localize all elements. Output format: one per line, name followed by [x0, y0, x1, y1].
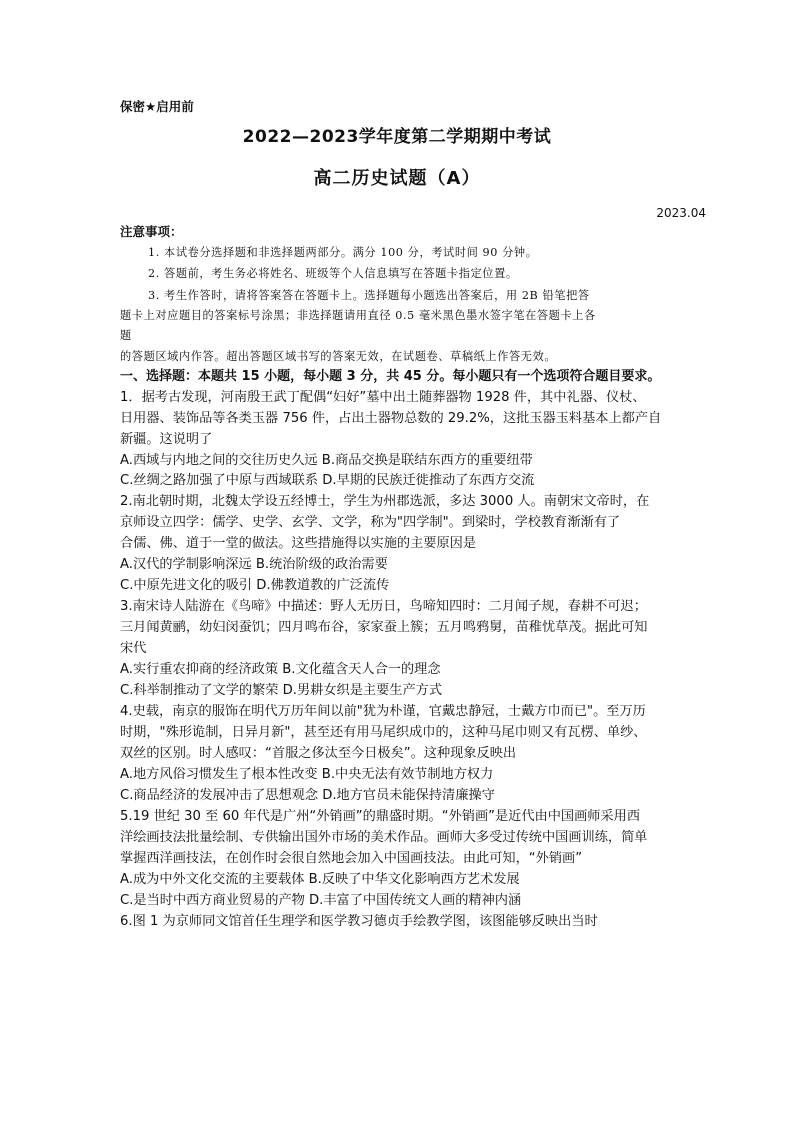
answer-options: C.是当时中西方商业贸易的产物 D.丰富了中国传统文人画的精神内涵: [120, 893, 522, 908]
question-text: 1．据考古发现，河南殷王武丁配偶“妇好”墓中出土随葬器物 1928 件，其中礼器、仪杖、: [120, 390, 646, 405]
answer-options: C.科举制推动了文学的繁荣 D.男耕女织是主要生产方式: [120, 683, 443, 698]
instruction-line: 1. 本试卷分选择题和非选择题两部分。满分 100 分，考试时间 90 分钟。: [148, 246, 538, 259]
instruction-line: 的答题区域内作答。超出答题区域书写的答案无效，在试题卷、草稿纸上作答无效。: [120, 350, 557, 363]
instruction-line: 题卡上对应题目的答案标号涂黑；非选择题请用直径 0.5 毫米黑色墨水签字笔在答题卡上各: [120, 309, 596, 322]
section-heading: 一、选择题：本题共 15 小题，每小题 3 分，共 45 分。每小题只有一个选项符合题目要求。: [120, 369, 661, 384]
answer-options: A.成为中外文化交流的主要载体 B.反映了中华文化影响西方艺术发展: [120, 872, 520, 887]
exam-date: 2023.04: [656, 206, 706, 220]
answer-options: C.商品经济的发展冲击了思想观念 D.地方官员未能保持清廉操守: [120, 788, 495, 803]
instruction-line: 2. 答题前，考生务必将姓名、班级等个人信息填写在答题卡指定位置。: [148, 267, 518, 280]
instruction-line: 3. 考生作答时，请将答案答在答题卡上。选择题每小题选出答案后，用 2B 铅笔把答: [148, 289, 590, 302]
answer-options: A.实行重农抑商的经济政策 B.文化蕴含天人合一的理念: [120, 662, 441, 677]
confidential-mark: 保密★启用前: [120, 99, 194, 114]
question-text: 双丝的区别。时人感叹：“首服之侈汰至今日极矣”。这种现象反映出: [120, 746, 517, 761]
exam-subtitle: 高二历史试题（A）: [313, 168, 481, 189]
question-text: 时期，"殊形诡制，日异月新"，甚至还有用马尾织成巾的，这种马尾巾则又有瓦楞、单纱、: [120, 725, 647, 740]
answer-options: A.西域与内地之间的交往历史久远 B.商品交换是联结东西方的重要纽带: [120, 453, 533, 468]
question-text: 新疆。这说明了: [120, 432, 213, 447]
answer-options: C.中原先进文化的吸引 D.佛教道教的广泛流传: [120, 578, 390, 593]
question-text: 京师设立四学：儒学、史学、玄学、文学，称为"四学制"。到梁时，学校教育渐渐有了: [120, 515, 621, 530]
question-text: 宋代: [120, 641, 147, 656]
instruction-line: 题: [120, 329, 132, 342]
question-text: 2.南北朝时期，北魏太学设五经博士，学生为州郡选派，多达 3000 人。南朝宋文帝时，在: [120, 494, 650, 509]
question-text: 三月闻黄鹂，幼妇闵蚕饥；四月鸣布谷，家家蚕上簇；五月鸣鸦舅，苗稚忧草茂。据此可知: [120, 620, 648, 635]
answer-options: C.丝绸之路加强了中原与西域联系 D.早期的民族迁徙推动了东西方交流: [120, 473, 535, 488]
notice-heading: 注意事项：: [120, 224, 183, 239]
exam-title: 2022—2023学年度第二学期期中考试: [242, 127, 552, 147]
question-text: 洋绘画技法批量绘制、专供输出国外市场的美术作品。画师大多受过传统中国画训练，简单: [120, 830, 648, 845]
question-text: 掌握西洋画技法，在创作时会很自然地会加入中国画技法。由此可知，“外销画”: [120, 851, 583, 866]
question-text: 4.史载，南京的服饰在明代万历年间以前"犹为朴谨，官戴忠静冠，士戴方巾而已"。至万历: [120, 704, 646, 719]
answer-options: A.地方风俗习惯发生了根本性改变 B.中央无法有效节制地方权力: [120, 767, 494, 782]
answer-options: A.汉代的学制影响深远 B.统治阶级的政治需要: [120, 557, 388, 572]
question-text: 日用器、装饰品等各类玉器 756 件，占出土器物总数的 29.2%，这批玉器玉料基本上都产自: [120, 411, 662, 426]
question-text: 3.南宋诗人陆游在《鸟啼》中描述：野人无历日，鸟啼知四时：二月闻子规，春耕不可迟；: [120, 599, 647, 614]
question-text: 合儒、佛、道于一堂的做法。这些措施得以实施的主要原因是: [120, 536, 477, 551]
question-text: 5.19 世纪 30 至 60 年代是广州“外销画”的鼎盛时期。“外销画”是近代由中国画师采用西: [120, 809, 641, 824]
question-text: 6.图 1 为京师同文馆首任生理学和医学教习德贞手绘教学图，该图能够反映出当时: [120, 914, 598, 929]
